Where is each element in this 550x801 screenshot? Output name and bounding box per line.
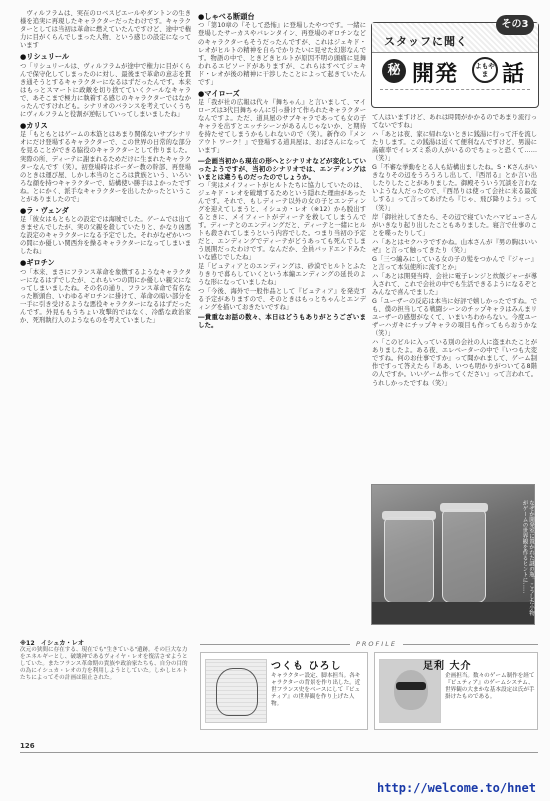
profile-label: PROFILE [350,640,403,648]
section-heading: ●しゃべる断頭台 [198,12,255,21]
profile-name: つくも ひろし [271,661,342,672]
section-heading: ●リシュリール [20,52,70,62]
paragraph: つ「リシュリールは、ヴィルフラムが途中で権力に目がくらんで保守化してしまったのに対し、最後まで革命の意志を貫き通そうとするキャラクターになるはずだったんです。本来はもっとスマートに政敵を切り捨てていくクールなキャラで、あそこまで極力に執着する感じのキャラクターではなかったんですけれども。シナリオのバランスを考えていくうちにヴィルフラムと役割が逆転していってしまいましたね」 [20,62,191,118]
paragraph: つ「本来、まさにフランス革命を象徴するようなキャラクターになるはずでしたが、これもいつの間にか優しい親父になってしまいましたね。その名の通り、フランス革命で有名なった断頭台、いわゆるギロチンに掛けて、革命の暗い部分を一手に引き受けるような悪役キャラクターになるはずだったんです。外見ももうちょい攻撃的ではなく、冷酷な政治家か、死刑執行人のようなものを考えていました」 [20,268,191,325]
paragraph: 足「ビュティアとのエンディングは、砂漠でヒルトとふたりきりで暮らしていくという本編エンディングの延長のような形になっていましたね」 [198,263,366,287]
interview-question: ―企画当初から現在の形へとシナリオなどが変化していったようですが、当初のシナリオでは、エンディングはいまとは違うものだったのでしょうか。 [198,156,366,181]
paragraph: つ「実はメイフィートがヒルトたちに協力していたのは、ジェキド・レオを破壊するためという隠れた理由があったんです。それで、もしディーテ以外の女の子とエンディングを迎えてしまうと、イシュカ・レオ（※12）から脱出するときに、メイフィートがディーテを救してしまうんです。ディーテとのエンディングだと、ディーテと一緒にヒルトも殺されてしまうという内容でした。つまり当初の予定だと、エンディングでディーテがどうあっても死んでしまう展開だったわけです。なんだか、全員バッドエンドみたいな感じでしたね」 [198,181,366,262]
paragraph: 足「彼女はもともとの設定では海賊でした。ゲームでは出てきませんでしたが、実の父親を殺していたりと、かなり凶悪な設定のキャラクターになる予定でした。それがなぜかいつの間にか優しい関西弁を操るキャラクターになってしまいましたね」 [20,216,191,256]
sunglasses-icon [396,682,426,690]
profile-card [374,652,538,730]
watermark-url[interactable]: http://welcome.to/hnet [377,781,536,795]
paragraph: つ「第10章の『そして恐怖』に登場したやつです。一緒に登場したサーカスやバレンタイン、再登場のギロチンなどのキャラクターもそうだったんですが、これはジェキド・レオがヒルトの精神を自らでかりたいに見せた幻影なんです。物語の中で、ときどきヒルトが原因不明の頭痛に見舞われるエピソードがありますが、これらはすべてジェキド・レオが後の精神に干渉したことによって起きていたんです」 [198,22,366,86]
header-title: 開発 [412,62,459,87]
interview-question: ―貴重なお話の数々、本日はどうもありがとうございました。 [198,313,366,330]
footnote-title: ※12 イシュカ・レオ [20,640,85,647]
paragraph: ハ「あとは開発当時、会社に電子レンジと炊飯ジャーが導入されて、これで会社の中でも生活できるようになるぞとみんなで喜んでました」 [372,272,537,296]
article-column-3 [372,114,537,480]
page-rule [20,752,538,753]
header-title-end: 話 [502,62,525,87]
paragraph: G「不審な挙動をとる人も結構出ましたね。S・Kさんがいきなりその辺をうろうろし出して、『西吊る』とか言い出したりしたことがありました。御殿そういう冗談を言わないような人だったので、『西吊りは使って会社に来る最流しする』って言ってあげたら『じゃ、飛び降りよう』って（笑）」 [372,164,537,212]
profile-bar [200,640,538,648]
profile-name: 足利 大介 [423,661,472,672]
shelf [372,602,534,624]
paragraph: ハ「あとはセクハラですかね。山本さんが『男の胸はいいぜ』と言って触ってきたり（笑）」 [372,238,537,254]
paragraph: 岸「御社社してきたら、その辺で寝ていたハマビューさんがいきなり起り出したこともありました。寝言で仕事のことを喋ったりして」 [372,213,537,237]
article-column-1 [20,10,191,645]
profile-card [200,652,368,730]
section-heading: ●ギロチン [20,258,55,268]
header-badge: よもやま [472,57,498,83]
header-divider [380,89,530,90]
paragraph: 足「もともとはゲームの本筋とはあまり関係ないサブシナリオにだけ登場するキャラクターで、この世界の日常的な部分を見ることができる脇役のキャラクターとして作りました。実際の所、ディーテに謝まれるためだけに生まれたキャラクターなんです（笑）。初登場時はボーダー教の幹部、再登場のときは運び屋、しかし本当のところは貴族という、いろいろな顔を持つキャラクターで、結構使い勝手はよかったですね。とにかく、派手なキャラクターを出したかったということがありましたので」 [20,131,191,203]
section-heading: ●カリス [20,120,48,130]
profile-illustration [205,659,267,723]
jar-photo [371,484,535,625]
face-icon [394,670,428,710]
header-number-badge: その3 [496,15,534,35]
paragraph: ハ「このビルに入っている別の会社の人に盗まれたことがありましたよ。ある夜、エレベーターの中で『いつも大変ですね。何のお仕事ですか』って聞かれまして、ゲーム制作ですって答えたら『ああ、いつも明かりがついてる8階の人ですか。いいゲーム作ってください』って言われて。うれしかったですね（笑）」 [372,339,537,387]
photo-caption: なぜか開発室に置かれた謎の瓶。こうした小物がゲームの世界観を作るヒントに…… [521,500,534,616]
sketch-face-icon [216,668,258,716]
paragraph: ヴィルフラムは、実在のロベスピエールやダントンの生き様を追実に再現したキャラクターだったわけです。キャラクターとしては当初は革命に燃えていたんですけど、途中で権力に目がくらんでしまった人物、という感じの設定になっています [20,10,191,50]
paragraph: 足「我が社の広報は代々『舞ちゃん』と言いまして、マイローズは3代目舞ちゃんに引っ掛けて作られたキャラクターなんですよ。ただ、道具屋のサブキャラであっても女の子キャラを出すとエッチシーンがあるんじゃないか、と期待を持たせてしまうかもしれないので（笑）。新作の『メン アウト ワーク！』で登場する道具屋は、おばさんになっています」 [198,99,366,155]
paragraph: ハ「あとは夜、家に帰れないときに銭湯に行って汗を流したりします。この銭湯は近くて便利なんですけど、男湯に高確率でイレズミ系の人がいるのでちょっと恐くて……（笑）」 [372,131,537,163]
sidebar-header [371,19,539,108]
article-column-2 [198,10,366,632]
secret-mark-icon: 秘 [382,59,406,83]
header-subtitle: スタッフに聞く [384,35,468,48]
jar [442,509,486,603]
profile-bio: キャラクター設定、脚本担当。各キャラクターの背景を作り出した。近世フランス史をベースにして『ビュティア』の世界観を作り上げた人物。 [271,673,361,707]
section-heading: ●ラ・ヴェンダ [20,205,69,215]
paragraph: G「三つ編みにしている女の子の髪をつかんで『ジャー』と言って本気使所に流すとか」 [372,255,537,271]
paragraph: つ「今後、海外で一般作品として『ビュティア』を発売する予定がありますので、そのときはもっとちゃんとエンディングを描いておきたいですね」 [198,288,366,312]
paragraph: G「ユーザーの反応は本当に好評で嬉しかったですね。でも、僕の担当してる戦闘シーンのチップキャラはみんまリユーザーの感想がなくて、いまいちわからない。今度ユーザーハガキにチップキャラの項目も作ってもらおうかな（笑）」 [372,298,537,338]
paragraph: て人はいますけど、あれは時間がかかるのであまり流行ってないですね」 [372,114,537,130]
profile-bio: 企画担当。数々のゲーム制作を経て『ビュティア』のゲームシステム、世界観の大まかな基本設定は氏が手掛けたものである。 [445,673,535,700]
jar [384,517,434,603]
page-number: 126 [20,742,35,750]
footnote-text: 次元の狭間に存在する、現在でも"生きている"遺跡。その巨大な力をエネルギーとし、破壊神であるヴォイヤ・レオを復活させようとしていた。またフランス革命期の貴族や政治家たちも、自分の目的の為にイシュカ・レオの力を利用しようとしていた。しかしヒルトたちによってその計画は阻止された。 [20,647,188,681]
section-heading: ●マイローズ [198,88,240,98]
footnote [20,640,188,682]
